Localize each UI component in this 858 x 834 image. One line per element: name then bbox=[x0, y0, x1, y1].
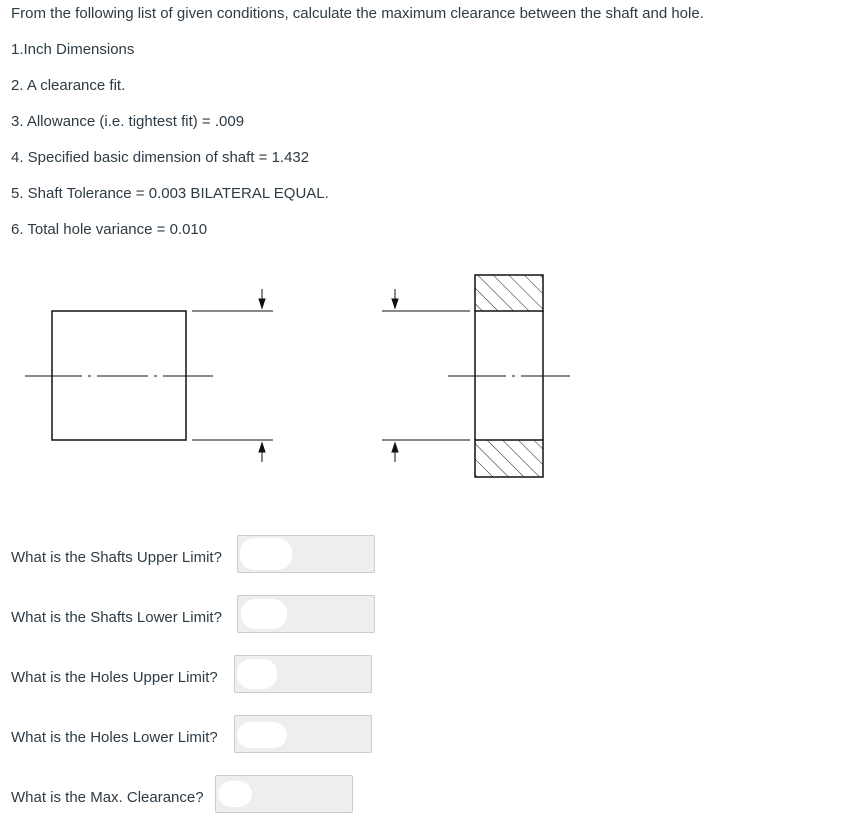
technical-drawing bbox=[0, 260, 600, 490]
question-label-shaft-upper: What is the Shafts Upper Limit? bbox=[11, 549, 222, 566]
problem-intro: From the following list of given conditions, calculate the maximum clearance between the shaft and hole. bbox=[11, 5, 704, 22]
condition-5: 5. Shaft Tolerance = 0.003 BILATERAL EQUAL. bbox=[11, 185, 329, 202]
question-label-max-clearance: What is the Max. Clearance? bbox=[11, 789, 204, 806]
answer-input-shaft-upper[interactable] bbox=[237, 535, 375, 573]
hole-wall-bottom bbox=[475, 440, 543, 477]
condition-2: 2. A clearance fit. bbox=[11, 77, 126, 94]
answer-input-max-clearance[interactable] bbox=[215, 775, 353, 813]
shaft-view bbox=[25, 289, 273, 462]
condition-4: 4. Specified basic dimension of shaft = 1.432 bbox=[11, 149, 310, 166]
condition-1: 1.Inch Dimensions bbox=[11, 41, 135, 58]
hole-wall-top bbox=[475, 275, 543, 311]
answer-input-shaft-lower[interactable] bbox=[237, 595, 375, 633]
condition-6: 6. Total hole variance = 0.010 bbox=[11, 221, 208, 238]
hole-dimension-arrows bbox=[392, 289, 398, 462]
question-label-shaft-lower: What is the Shafts Lower Limit? bbox=[11, 609, 222, 626]
condition-3: 3. Allowance (i.e. tightest fit) = .009 bbox=[11, 113, 245, 130]
answer-input-hole-upper[interactable] bbox=[234, 655, 372, 693]
question-label-hole-lower: What is the Holes Lower Limit? bbox=[11, 729, 218, 746]
answer-input-hole-lower[interactable] bbox=[234, 715, 372, 753]
hole-view bbox=[382, 275, 570, 477]
shaft-dimension-arrows bbox=[259, 289, 265, 462]
question-label-hole-upper: What is the Holes Upper Limit? bbox=[11, 669, 218, 686]
